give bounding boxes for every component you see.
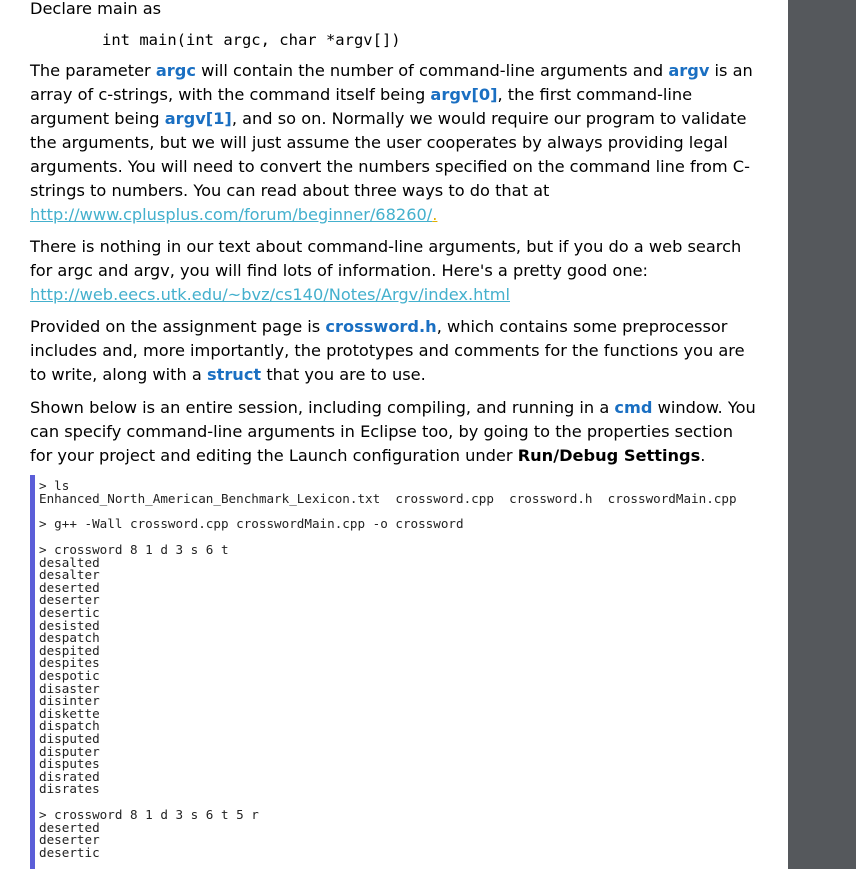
text: is an [709,61,753,80]
scrollbar[interactable] [788,0,856,869]
intro-text: Declare main as [30,0,162,18]
output-word: disaster [39,680,100,696]
text-line: strings to numbers. You can read about three ways to do that at [30,181,550,200]
text: , the first command-line [497,85,693,104]
text-line: There is nothing in our text about command-line arguments, but if you do a web search [30,237,742,256]
output-word: dispatch [39,718,100,734]
text-line: arguments. You will need to convert the numbers specified on the command line from C- [30,157,750,176]
output-word: desertic [39,844,100,860]
output-word: diskette [39,705,100,721]
text: argument being [30,109,165,128]
output-word: disputer [39,743,100,759]
text: . [700,446,706,465]
crossword-h-keyword: crossword.h [325,317,437,336]
output-word: desisted [39,617,100,633]
text: to write, along with a [30,365,207,384]
output-word: disinter [39,693,100,709]
struct-keyword: struct [206,365,262,384]
argv1-keyword: argv[1] [164,109,232,128]
utk-argv-link[interactable]: http://web.eecs.utk.edu/~bvz/cs140/Notes/Argv/index.html [30,285,510,304]
argc-keyword: argc [155,61,196,80]
output-word: despites [39,655,100,671]
link-period: . [432,205,438,224]
ls-command: > ls [39,478,70,493]
run2-command: > crossword 8 1 d 3 s 6 t 5 r [39,807,259,822]
output-word: desalter [39,567,100,583]
text: window. You [652,398,756,417]
output-word: disputes [39,756,100,772]
text-line: the arguments, but we will just assume the user cooperates by always providing legal [30,133,728,152]
text: that you are to use. [261,365,426,384]
terminal-session [30,475,775,869]
output-word: disrates [39,781,100,797]
run-debug-settings: Run/Debug Settings [517,446,701,465]
output-word: despited [39,642,100,658]
text: , and so on. Normally we would require our program to validate [231,109,747,128]
text: The parameter [30,61,156,80]
run1-command: > crossword 8 1 d 3 s 6 t [39,542,229,557]
output-word: disputed [39,730,100,746]
text: array of c-strings, with the command itself being [30,85,431,104]
run1-output [39,554,229,797]
text: , which contains some preprocessor [436,317,728,336]
text: will contain the number of command-line arguments and [195,61,669,80]
output-word: disrated [39,768,100,784]
paragraph-crossword-h [30,315,745,387]
text: Shown below is an entire session, including compiling, and running in a [30,398,615,417]
argv-keyword: argv [668,61,710,80]
text-line: includes and, more importantly, the prototypes and comments for the functions you are [30,341,745,360]
argv0-keyword: argv[0] [430,85,498,104]
text-line: can specify command-line arguments in Eclipse too, by going to the properties section [30,422,733,441]
text: for your project and editing the Launch configuration under [30,446,518,465]
paragraph-web-search [30,235,741,307]
paragraph-session [30,396,756,468]
output-word: despotic [39,667,100,683]
cplusplus-link[interactable]: http://www.cplusplus.com/forum/beginner/68260/ [30,205,433,224]
output-word: desertic [39,604,100,620]
output-word: deserted [39,819,100,835]
run2-output [39,819,259,860]
output-word: desalted [39,554,100,570]
output-word: deserter [39,832,100,848]
output-word: despatch [39,630,100,646]
output-word: deserted [39,579,100,595]
text: Provided on the assignment page is [30,317,326,336]
text-line: for argc and argv, you will find lots of information. Here's a pretty good one: [30,261,649,280]
output-word: deserter [39,592,100,608]
main-declaration: int main(int argc, char *argv[]) [102,31,401,49]
paragraph-argc-argv [30,59,753,227]
compile-command: > g++ -Wall crossword.cpp crosswordMain.cpp -o crossword [39,516,464,531]
ls-output: Enhanced_North_American_Benchmark_Lexicon.txt crossword.cpp crossword.h crosswordMain.cpp [39,490,737,506]
cmd-keyword: cmd [614,398,653,417]
